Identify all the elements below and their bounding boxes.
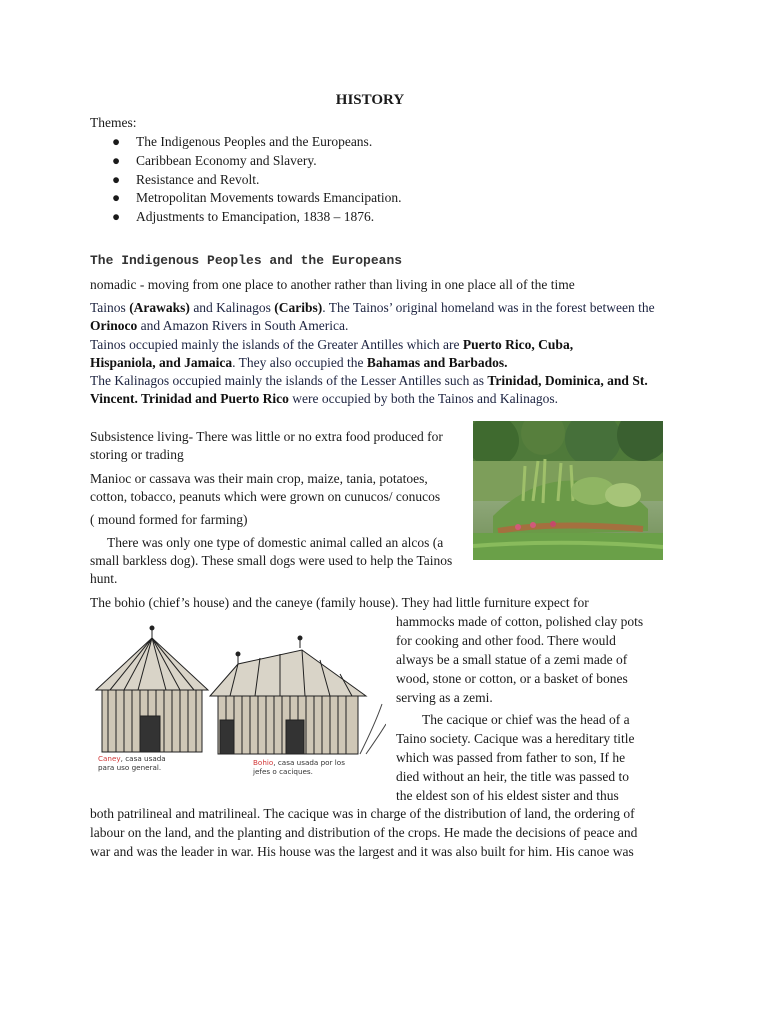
section-heading: The Indigenous Peoples and the Europeans — [90, 253, 403, 268]
bohio-intro: The bohio (chief’s house) and the caneye (family house). They had little furniture expect for — [90, 595, 589, 610]
right-line: the eldest son of his eldest sister and thus — [396, 788, 619, 803]
subsistence-line-1: Subsistence living- There was little or no extra food produced for — [90, 429, 443, 444]
dog-line-3: hunt. — [90, 571, 118, 586]
caption-caney: Caney, casa usada para uso general. — [98, 754, 166, 772]
bullet-icon: ● — [112, 152, 121, 168]
paragraph-tainos: Tainos (Arawaks) and Kalinagos (Caribs). The Tainos’ original homeland was in the forest between the Orinoco and Amazon Rivers in South America. — [90, 300, 655, 333]
right-line: serving as a zemi. — [396, 690, 493, 705]
page-title: HISTORY — [335, 92, 405, 108]
right-line: died without an heir, the title was passed to — [396, 769, 630, 784]
right-line: wood, stone or cotton, or a basket of bones — [396, 671, 628, 686]
right-line: always be a small statue of a zemi made of — [396, 652, 628, 667]
bottom-line: labour on the land, and the planting and distribution of the crops. He made the decisions of peace and — [90, 825, 638, 840]
right-line: hammocks made of cotton, polished clay pots — [396, 614, 644, 629]
right-line: for cooking and other food. There would — [396, 633, 616, 648]
right-line: The cacique or chief was the head of a — [422, 712, 630, 727]
paragraph-greater-antilles: Tainos occupied mainly the islands of the Greater Antilles which are Puerto Rico, Cuba, Hispaniola, and Jamaica. They also occupied the Bahamas and Barbados. — [90, 337, 574, 370]
paragraph-nomadic: nomadic - moving from one place to another rather than living in one place all of the time — [90, 277, 575, 292]
bottom-line: both patrilineal and matrilineal. The cacique was in charge of the distribution of land, the ordering of — [90, 806, 635, 821]
list-item: ● Resistance and Revolt. — [112, 171, 401, 190]
bullet-icon: ● — [112, 209, 121, 225]
caney-bohio-illustration — [90, 624, 386, 784]
dog-line-1: There was only one type of domestic animal called an alcos (a — [107, 535, 444, 550]
list-item: ● Metropolitan Movements towards Emancipation. — [112, 189, 401, 208]
caption-bohio: Bohio, casa usada por los jefes o caciques. — [253, 758, 345, 776]
right-line: which was passed from father to son, If he — [396, 750, 626, 765]
list-item: ● Adjustments to Emancipation, 1838 – 1876. — [112, 208, 401, 227]
bottom-line: war and was the leader in war. His house was the largest and it was also built for him. His canoe was — [90, 844, 634, 859]
manioc-line-2: cotton, tobacco, peanuts which were grown on cunucos/ conucos — [90, 489, 441, 504]
right-line: Taino society. Cacique was a hereditary title — [396, 731, 635, 746]
manioc-line-1: Manioc or cassava was their main crop, maize, tania, potatoes, — [90, 471, 428, 486]
list-item: ● The Indigenous Peoples and the Europeans. — [112, 133, 401, 152]
bullet-icon: ● — [112, 190, 121, 206]
list-item: ● Caribbean Economy and Slavery. — [112, 152, 401, 171]
themes-label: Themes: — [90, 115, 137, 130]
conuco-garden-photo — [473, 421, 663, 560]
paragraph-lesser-antilles: The Kalinagos occupied mainly the islands of the Lesser Antilles such as Trinidad, Dominica, and St. Vincent. Trinidad and Puerto Rico were occupied by both the Tainos and Kalinagos. — [90, 373, 648, 406]
bullet-icon: ● — [112, 171, 121, 187]
dog-line-2: small barkless dog). These small dogs were used to help the Tainos — [90, 553, 453, 568]
mound-line: ( mound formed for farming) — [90, 512, 248, 527]
subsistence-line-2: storing or trading — [90, 447, 184, 462]
themes-list — [112, 133, 401, 227]
bullet-icon: ● — [112, 134, 121, 149]
